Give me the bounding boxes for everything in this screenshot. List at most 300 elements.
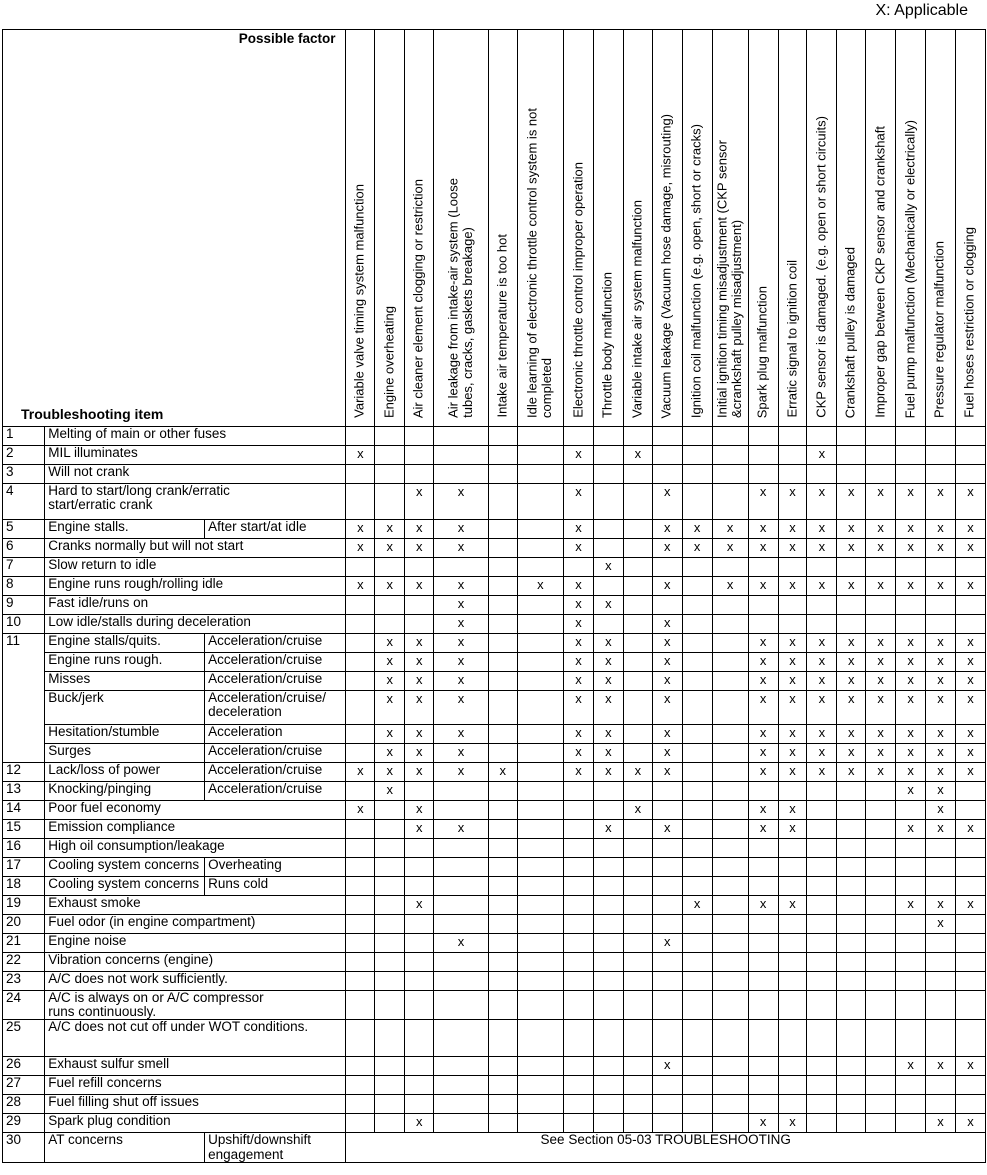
table-row (3, 484, 986, 520)
mark-cell (682, 839, 712, 858)
row-number-cell: 15 (3, 820, 45, 839)
applicable-mark: x (937, 820, 944, 835)
mark-cell (807, 596, 837, 615)
factor-label: Ignition coil malfunction (e.g. open, short or cracks) (688, 123, 704, 418)
mark-cell (623, 1095, 652, 1114)
mark-cell (712, 615, 748, 634)
applicable-mark: x (575, 763, 582, 778)
mark-cell (955, 763, 985, 782)
applicable-mark: x (386, 672, 394, 687)
mark-cell (866, 653, 896, 672)
mark-cell (375, 896, 405, 915)
applicable-mark: x (877, 691, 884, 706)
mark-cell (837, 820, 866, 839)
mark-cell (778, 744, 807, 763)
mark-cell (896, 820, 926, 839)
mark-cell (778, 615, 807, 634)
mark-cell (837, 427, 866, 446)
mark-cell (682, 539, 712, 558)
mark-cell (346, 953, 375, 972)
mark-cell (517, 934, 563, 953)
mark-cell (434, 653, 489, 672)
mark-cell (623, 446, 652, 465)
mark-cell (748, 539, 778, 558)
table-row (3, 1095, 986, 1114)
mark-cell (896, 801, 926, 820)
mark-cell (488, 577, 517, 596)
table-row (3, 725, 986, 744)
applicable-mark: x (415, 801, 423, 816)
applicable-mark: x (759, 653, 767, 668)
applicable-mark: x (967, 763, 974, 778)
mark-cell (682, 801, 712, 820)
mark-cell (593, 782, 623, 801)
mark-cell (346, 1020, 375, 1057)
mark-cell (346, 972, 375, 991)
row-number-cell: 24 (3, 991, 45, 1020)
mark-cell (405, 839, 434, 858)
mark-cell (866, 763, 896, 782)
applicable-mark: x (967, 896, 974, 911)
applicable-mark: x (937, 653, 944, 668)
mark-cell (682, 558, 712, 577)
mark-cell (955, 1114, 985, 1133)
mark-cell (623, 782, 652, 801)
applicable-mark: x (937, 634, 944, 649)
mark-cell (434, 1020, 489, 1057)
applicable-mark: x (848, 520, 855, 535)
applicable-mark: x (605, 820, 612, 835)
mark-cell (652, 653, 682, 672)
mark-cell (778, 596, 807, 615)
mark-cell (748, 896, 778, 915)
mark-cell (488, 725, 517, 744)
mark-cell (712, 672, 748, 691)
mark-cell (748, 725, 778, 744)
row-number-cell: 3 (3, 465, 45, 484)
mark-cell (866, 991, 896, 1020)
applicable-mark: x (726, 539, 734, 554)
mark-cell (346, 744, 375, 763)
mark-cell (837, 782, 866, 801)
applicable-mark: x (386, 577, 394, 592)
applicable-mark: x (415, 725, 423, 740)
mark-cell (346, 615, 375, 634)
applicable-mark: x (386, 653, 394, 668)
applicable-mark: x (789, 653, 796, 668)
applicable-mark: x (575, 744, 582, 759)
applicable-mark: x (877, 653, 884, 668)
mark-cell (623, 484, 652, 520)
troubleshooting-item-label: Troubleshooting item (21, 406, 164, 423)
applicable-mark: x (877, 725, 884, 740)
applicable-mark: x (937, 763, 944, 778)
mark-cell (517, 915, 563, 934)
mark-cell (866, 934, 896, 953)
table-row (3, 653, 986, 672)
table-row (3, 691, 986, 725)
table-row (3, 1114, 986, 1133)
mark-cell (405, 672, 434, 691)
mark-cell (866, 577, 896, 596)
mark-cell (896, 672, 926, 691)
applicable-mark: x (907, 744, 914, 759)
applicable-mark: x (967, 539, 974, 554)
mark-cell (405, 615, 434, 634)
mark-cell (564, 615, 594, 634)
factor-header-cell (375, 30, 405, 427)
applicable-mark: x (386, 763, 394, 778)
mark-cell (926, 1057, 956, 1076)
mark-cell (623, 896, 652, 915)
factor-header-cell (652, 30, 682, 427)
mark-cell (517, 1057, 563, 1076)
row-number-cell: 13 (3, 782, 45, 801)
mark-cell (623, 877, 652, 896)
mark-cell (712, 1020, 748, 1057)
mark-cell (837, 653, 866, 672)
mark-cell (593, 801, 623, 820)
applicable-mark: x (789, 672, 796, 687)
mark-cell (517, 820, 563, 839)
mark-cell (564, 953, 594, 972)
mark-cell (748, 672, 778, 691)
mark-cell (837, 1095, 866, 1114)
troubleshooting-item-cell: A/C does not cut off under WOT conditions. (45, 1020, 346, 1057)
mark-cell (926, 991, 956, 1020)
mark-cell (896, 427, 926, 446)
mark-cell (488, 934, 517, 953)
mark-cell (807, 725, 837, 744)
mark-cell (896, 446, 926, 465)
mark-cell (748, 634, 778, 653)
mark-cell (375, 577, 405, 596)
mark-cell (517, 520, 563, 539)
applicable-mark: x (937, 539, 944, 554)
mark-cell (564, 839, 594, 858)
factor-label: Air cleaner element clogging or restriction (410, 178, 426, 418)
mark-cell (346, 782, 375, 801)
mark-cell (564, 672, 594, 691)
mark-cell (926, 896, 956, 915)
troubleshooting-item-cell: Poor fuel economy (45, 801, 346, 820)
mark-cell (837, 520, 866, 539)
applicable-mark: x (457, 484, 465, 499)
mark-cell (807, 615, 837, 634)
mark-cell (896, 484, 926, 520)
factor-header-cell (712, 30, 748, 427)
troubleshooting-item-cell: Cranks normally but will not start (45, 539, 346, 558)
mark-cell (837, 577, 866, 596)
applicable-mark: x (575, 725, 582, 740)
applicable-mark: x (663, 539, 671, 554)
mark-cell (517, 953, 563, 972)
condition-cell: Acceleration/cruise/ deceleration (205, 691, 346, 725)
mark-cell (712, 446, 748, 465)
mark-cell (866, 744, 896, 763)
mark-cell (682, 896, 712, 915)
mark-cell (346, 858, 375, 877)
mark-cell (955, 877, 985, 896)
applicable-mark: x (415, 520, 423, 535)
factor-header-cell (434, 30, 489, 427)
mark-cell (652, 877, 682, 896)
mark-cell (346, 634, 375, 653)
row-number-cell: 18 (3, 877, 45, 896)
mark-cell (926, 782, 956, 801)
applicable-mark: x (848, 691, 855, 706)
mark-cell (837, 839, 866, 858)
mark-cell (682, 991, 712, 1020)
mark-cell (517, 672, 563, 691)
mark-cell (652, 972, 682, 991)
applicable-mark: x (663, 520, 671, 535)
mark-cell (564, 858, 594, 877)
mark-cell (346, 725, 375, 744)
mark-cell (896, 953, 926, 972)
mark-cell (623, 858, 652, 877)
applicable-mark: x (357, 763, 364, 778)
factor-header-cell (926, 30, 956, 427)
mark-cell (405, 653, 434, 672)
mark-cell (517, 653, 563, 672)
mark-cell (712, 801, 748, 820)
mark-cell (434, 577, 489, 596)
mark-cell (517, 1076, 563, 1095)
applicable-mark: x (575, 520, 582, 535)
mark-cell (405, 446, 434, 465)
factor-label: Erratic signal to ignition coil (784, 260, 800, 418)
mark-cell (593, 691, 623, 725)
mark-cell (488, 839, 517, 858)
mark-cell (517, 465, 563, 484)
mark-cell (405, 1095, 434, 1114)
mark-cell (593, 1057, 623, 1076)
factor-label: Variable intake air system malfunction (629, 200, 645, 418)
mark-cell (652, 725, 682, 744)
mark-cell (593, 615, 623, 634)
mark-cell (564, 896, 594, 915)
mark-cell (564, 1114, 594, 1133)
applicable-mark: x (907, 653, 914, 668)
mark-cell (346, 763, 375, 782)
mark-cell (405, 427, 434, 446)
applicable-mark: x (386, 782, 394, 797)
mark-cell (712, 934, 748, 953)
mark-cell (375, 484, 405, 520)
mark-cell (712, 991, 748, 1020)
mark-cell (488, 615, 517, 634)
applicable-mark: x (907, 691, 914, 706)
mark-cell (405, 820, 434, 839)
mark-cell (896, 915, 926, 934)
mark-cell (652, 577, 682, 596)
mark-cell (896, 634, 926, 653)
mark-cell (346, 991, 375, 1020)
mark-cell (488, 820, 517, 839)
mark-cell (434, 615, 489, 634)
mark-cell (837, 1057, 866, 1076)
mark-cell (866, 672, 896, 691)
mark-cell (375, 1095, 405, 1114)
mark-cell (375, 653, 405, 672)
applicable-mark: x (967, 653, 974, 668)
mark-cell (837, 744, 866, 763)
row-number-cell: 27 (3, 1076, 45, 1095)
mark-cell (517, 427, 563, 446)
applicable-mark: x (357, 520, 364, 535)
mark-cell (434, 801, 489, 820)
mark-cell (955, 744, 985, 763)
mark-cell (652, 801, 682, 820)
mark-cell (807, 427, 837, 446)
mark-cell (896, 858, 926, 877)
mark-cell (346, 1095, 375, 1114)
mark-cell (712, 558, 748, 577)
mark-cell (517, 972, 563, 991)
mark-cell (623, 634, 652, 653)
mark-cell (748, 1057, 778, 1076)
table-row (3, 596, 986, 615)
applicable-mark: x (907, 763, 914, 778)
mark-cell (517, 691, 563, 725)
applicable-mark: x (575, 615, 582, 630)
mark-cell (926, 763, 956, 782)
mark-cell (896, 577, 926, 596)
mark-cell (593, 915, 623, 934)
row-number-cell: 5 (3, 520, 45, 539)
mark-cell (434, 427, 489, 446)
possible-factor-label: Possible factor (238, 31, 336, 46)
mark-cell (652, 446, 682, 465)
mark-cell (405, 877, 434, 896)
mark-cell (778, 972, 807, 991)
applicable-mark: x (877, 744, 884, 759)
applicable-mark: x (818, 725, 826, 740)
applicable-mark: x (457, 539, 465, 554)
applicable-mark: x (759, 744, 767, 759)
mark-cell (748, 1020, 778, 1057)
table-row (3, 877, 986, 896)
mark-cell (837, 596, 866, 615)
applicable-mark: x (457, 763, 465, 778)
applicable-mark: x (789, 634, 796, 649)
mark-cell (955, 915, 985, 934)
mark-cell (926, 672, 956, 691)
troubleshooting-item-cell: Spark plug condition (45, 1114, 346, 1133)
applicable-mark: x (663, 577, 671, 592)
applicable-mark: x (759, 539, 767, 554)
applicable-mark: x (877, 484, 884, 499)
mark-cell (896, 744, 926, 763)
mark-cell (926, 465, 956, 484)
mark-cell (712, 877, 748, 896)
table-row (3, 820, 986, 839)
mark-cell (837, 615, 866, 634)
mark-cell (955, 896, 985, 915)
mark-cell (652, 1114, 682, 1133)
mark-cell (778, 896, 807, 915)
mark-cell (778, 577, 807, 596)
mark-cell (712, 1076, 748, 1095)
mark-cell (926, 596, 956, 615)
mark-cell (593, 763, 623, 782)
mark-cell (405, 539, 434, 558)
mark-cell (488, 691, 517, 725)
mark-cell (488, 446, 517, 465)
applicable-mark: x (663, 484, 671, 499)
mark-cell (778, 801, 807, 820)
mark-cell (712, 484, 748, 520)
mark-cell (564, 577, 594, 596)
mark-cell (778, 558, 807, 577)
mark-cell (866, 896, 896, 915)
mark-cell (564, 801, 594, 820)
mark-cell (896, 520, 926, 539)
mark-cell (926, 1020, 956, 1057)
mark-cell (346, 653, 375, 672)
mark-cell (652, 934, 682, 953)
mark-cell (517, 615, 563, 634)
mark-cell (866, 1095, 896, 1114)
mark-cell (434, 1095, 489, 1114)
mark-cell (866, 596, 896, 615)
mark-cell (682, 634, 712, 653)
mark-cell (593, 520, 623, 539)
applicable-mark: x (663, 763, 671, 778)
mark-cell (682, 520, 712, 539)
mark-cell (807, 801, 837, 820)
troubleshooting-item-cell: Fuel refill concerns (45, 1076, 346, 1095)
mark-cell (955, 427, 985, 446)
mark-cell (375, 839, 405, 858)
applicable-mark: x (693, 896, 701, 911)
troubleshooting-item-cell: Vibration concerns (engine) (45, 953, 346, 972)
mark-cell (564, 991, 594, 1020)
mark-cell (837, 1114, 866, 1133)
mark-cell (652, 691, 682, 725)
mark-cell (748, 558, 778, 577)
mark-cell (375, 744, 405, 763)
mark-cell (837, 465, 866, 484)
applicable-mark: x (415, 763, 423, 778)
mark-cell (375, 672, 405, 691)
mark-cell (778, 877, 807, 896)
mark-cell (434, 877, 489, 896)
mark-cell (623, 725, 652, 744)
mark-cell (926, 858, 956, 877)
mark-cell (712, 839, 748, 858)
mark-cell (778, 672, 807, 691)
mark-cell (778, 1095, 807, 1114)
mark-cell (778, 1057, 807, 1076)
troubleshooting-item-cell: Engine stalls. (45, 520, 205, 539)
applicable-mark: x (537, 577, 544, 592)
applicable-mark: x (663, 615, 671, 630)
mark-cell (652, 558, 682, 577)
mark-cell (488, 1076, 517, 1095)
mark-cell (778, 539, 807, 558)
applicable-mark: x (789, 484, 796, 499)
mark-cell (712, 1095, 748, 1114)
mark-cell (748, 820, 778, 839)
mark-cell (926, 915, 956, 934)
factor-label: Fuel pump malfunction (Mechanically or electrically) (902, 119, 918, 418)
troubleshooting-item-cell: Slow return to idle (45, 558, 346, 577)
mark-cell (488, 915, 517, 934)
mark-cell (652, 915, 682, 934)
mark-cell (564, 1076, 594, 1095)
